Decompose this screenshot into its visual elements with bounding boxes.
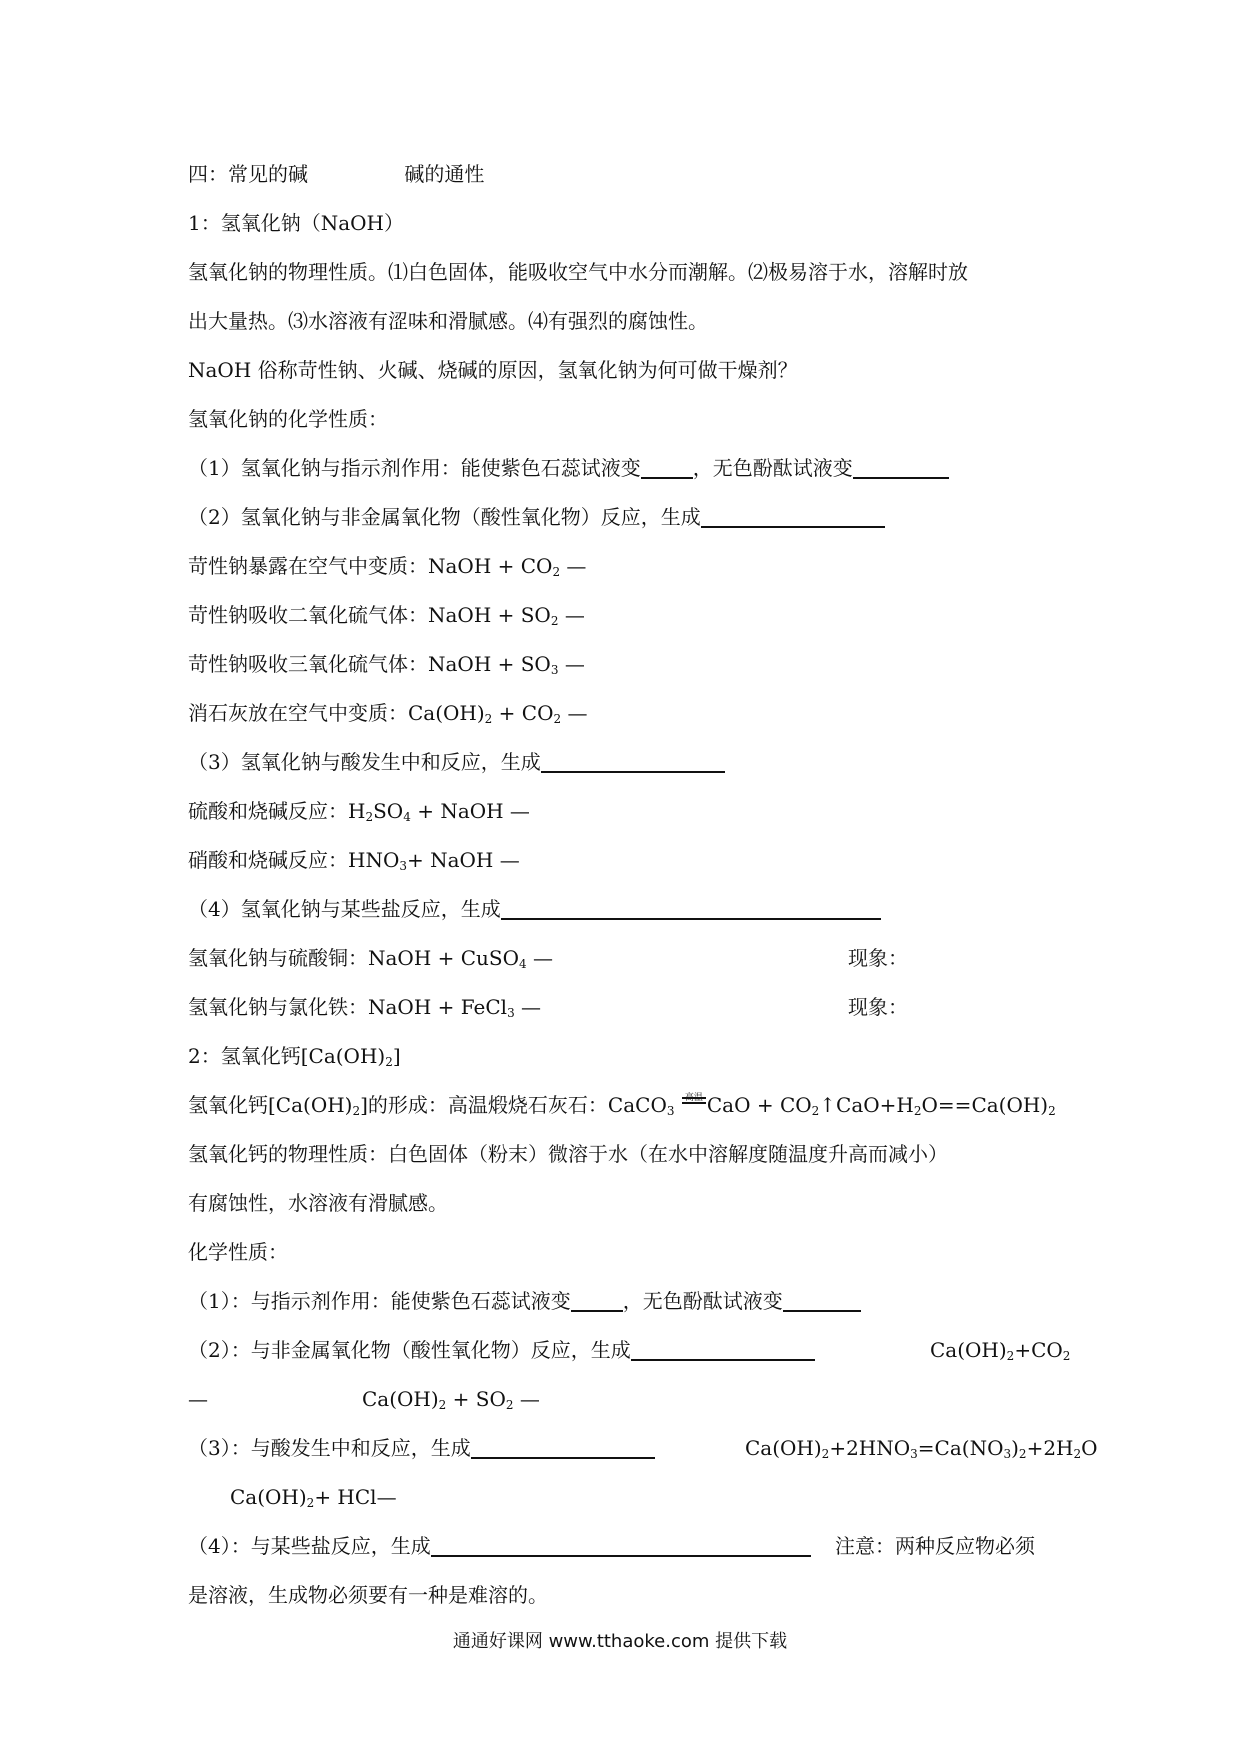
fill-blank[interactable] bbox=[471, 1435, 655, 1459]
naoh-property-1 bbox=[188, 454, 949, 482]
equation-caoh2-so2: $Ca(OH)_2 + SO_2$ — bbox=[362, 1387, 540, 1412]
naoh-chemical-heading: 氢氧化钠的化学性质： bbox=[188, 407, 388, 431]
section-heading bbox=[188, 160, 484, 188]
naoh-heading: 1：氢氧化钠（NaOH） bbox=[188, 211, 404, 235]
reaction-h2so4-naoh: 硫酸和烧碱反应：$H_2SO_4$ + NaOH — bbox=[188, 799, 530, 824]
fill-blank[interactable] bbox=[701, 504, 885, 528]
note-text-continued: 是溶液，生成物必须要有一种是难溶的。 bbox=[188, 1583, 548, 1607]
fill-blank[interactable] bbox=[853, 455, 949, 479]
reaction-hno3-naoh: 硝酸和烧碱反应：$HNO_3+$ NaOH — bbox=[188, 848, 520, 873]
naoh-property-3: （3）氢氧化钠与酸发生中和反应，生成 bbox=[188, 748, 725, 776]
caoh2-chemical-heading: 化学性质： bbox=[188, 1240, 288, 1264]
page-footer: 通通好课网 www.tthaoke.com 提供下载 bbox=[452, 1631, 788, 1652]
section-subtitle: 碱的通性 bbox=[404, 162, 485, 186]
fill-blank[interactable] bbox=[571, 1288, 623, 1312]
fill-blank[interactable] bbox=[631, 1337, 815, 1361]
property-2-text: （2）氢氧化钠与非金属氧化物（酸性氧化物）反应，生成 bbox=[188, 505, 701, 529]
naoh-property-4: （4）氢氧化钠与某些盐反应，生成 bbox=[188, 895, 881, 923]
naoh-property-2 bbox=[188, 503, 885, 531]
fill-blank[interactable] bbox=[501, 896, 881, 920]
caoh2-property-1: （1）：与指示剂作用：能使紫色石蕊试液变 ，无色酚酞试液变 bbox=[188, 1287, 861, 1315]
reaction-naoh-cuso4: 氢氧化钠与硫酸铜：NaOH + CuSO$_4$ — bbox=[188, 946, 554, 971]
caoh2-property-2: （2）：与非金属氧化物（酸性氧化物）反应，生成 bbox=[188, 1336, 815, 1364]
equation-caoh2-hno3: $Ca(OH)_2+2HNO_3=Ca(NO_3)_2+2H_2O$ bbox=[745, 1436, 1098, 1461]
property-1-text-b: ，无色酚酞试液变 bbox=[692, 456, 853, 480]
phenomenon-label: 现象： bbox=[848, 946, 908, 970]
equation-continuation-dash: — bbox=[188, 1387, 208, 1411]
equation-caoh2-hcl: $Ca(OH)_2+$ HCl— bbox=[230, 1485, 397, 1510]
reaction-naoh-so2: 苛性钠吸收二氧化硫气体：NaOH + $SO_2$ — bbox=[188, 603, 585, 628]
property-1-text-a: （1）氢氧化钠与指示剂作用：能使紫色石蕊试液变 bbox=[188, 456, 641, 480]
naoh-physical-line-2: 出大量热。⑶水溶液有涩味和滑腻感。⑷有强烈的腐蚀性。 bbox=[188, 309, 708, 333]
fill-blank[interactable] bbox=[541, 749, 725, 773]
reaction-condition-arrow: 高温 bbox=[681, 1092, 707, 1114]
reaction-caoh2-co2: 消石灰放在空气中变质：$Ca(OH)_2 + CO_2$ — bbox=[188, 701, 588, 726]
caoh2-property-4: （4）：与某些盐反应，生成 bbox=[188, 1532, 811, 1560]
caoh2-property-3: （3）：与酸发生中和反应，生成 bbox=[188, 1434, 655, 1462]
caoh2-formation: 氢氧化钙$[Ca(OH)_2]$的形成：高温煅烧石灰石：CaCO$_3$ 高温 CaO + $CO_2↑CaO+H_2O==Ca(OH)_2$ bbox=[188, 1093, 1056, 1118]
fill-blank[interactable] bbox=[783, 1288, 861, 1312]
note-text: 注意：两种反应物必须 bbox=[835, 1534, 1035, 1558]
naoh-question: NaOH 俗称苛性钠、火碱、烧碱的原因，氢氧化钠为何可做干燥剂？ bbox=[188, 358, 798, 382]
caoh2-physical-line-2: 有腐蚀性，水溶液有滑腻感。 bbox=[188, 1191, 448, 1215]
section-title: 四：常见的碱 bbox=[188, 162, 308, 186]
reaction-naoh-so3: 苛性钠吸收三氧化硫气体：NaOH + $SO_3$ — bbox=[188, 652, 585, 677]
phenomenon-label: 现象： bbox=[848, 995, 908, 1019]
naoh-physical-line-1: 氢氧化钠的物理性质。⑴白色固体，能吸收空气中水分而潮解。⑵极易溶于水，溶解时放 bbox=[188, 260, 968, 284]
reaction-naoh-co2: 苛性钠暴露在空气中变质：NaOH + $CO_2$ — bbox=[188, 554, 587, 579]
caoh2-heading: 2：氢氧化钙$[Ca(OH)_2]$ bbox=[188, 1044, 401, 1069]
reaction-naoh-fecl3: 氢氧化钠与氯化铁：NaOH + FeCl$_3$ — bbox=[188, 995, 542, 1020]
fill-blank[interactable] bbox=[641, 455, 693, 479]
caoh2-physical-line-1: 氢氧化钙的物理性质：白色固体（粉末）微溶于水（在水中溶解度随温度升高而减小） bbox=[188, 1142, 948, 1166]
fill-blank[interactable] bbox=[431, 1533, 811, 1557]
equation-caoh2-co2: $Ca(OH)_2+CO_2$ bbox=[930, 1338, 1071, 1363]
